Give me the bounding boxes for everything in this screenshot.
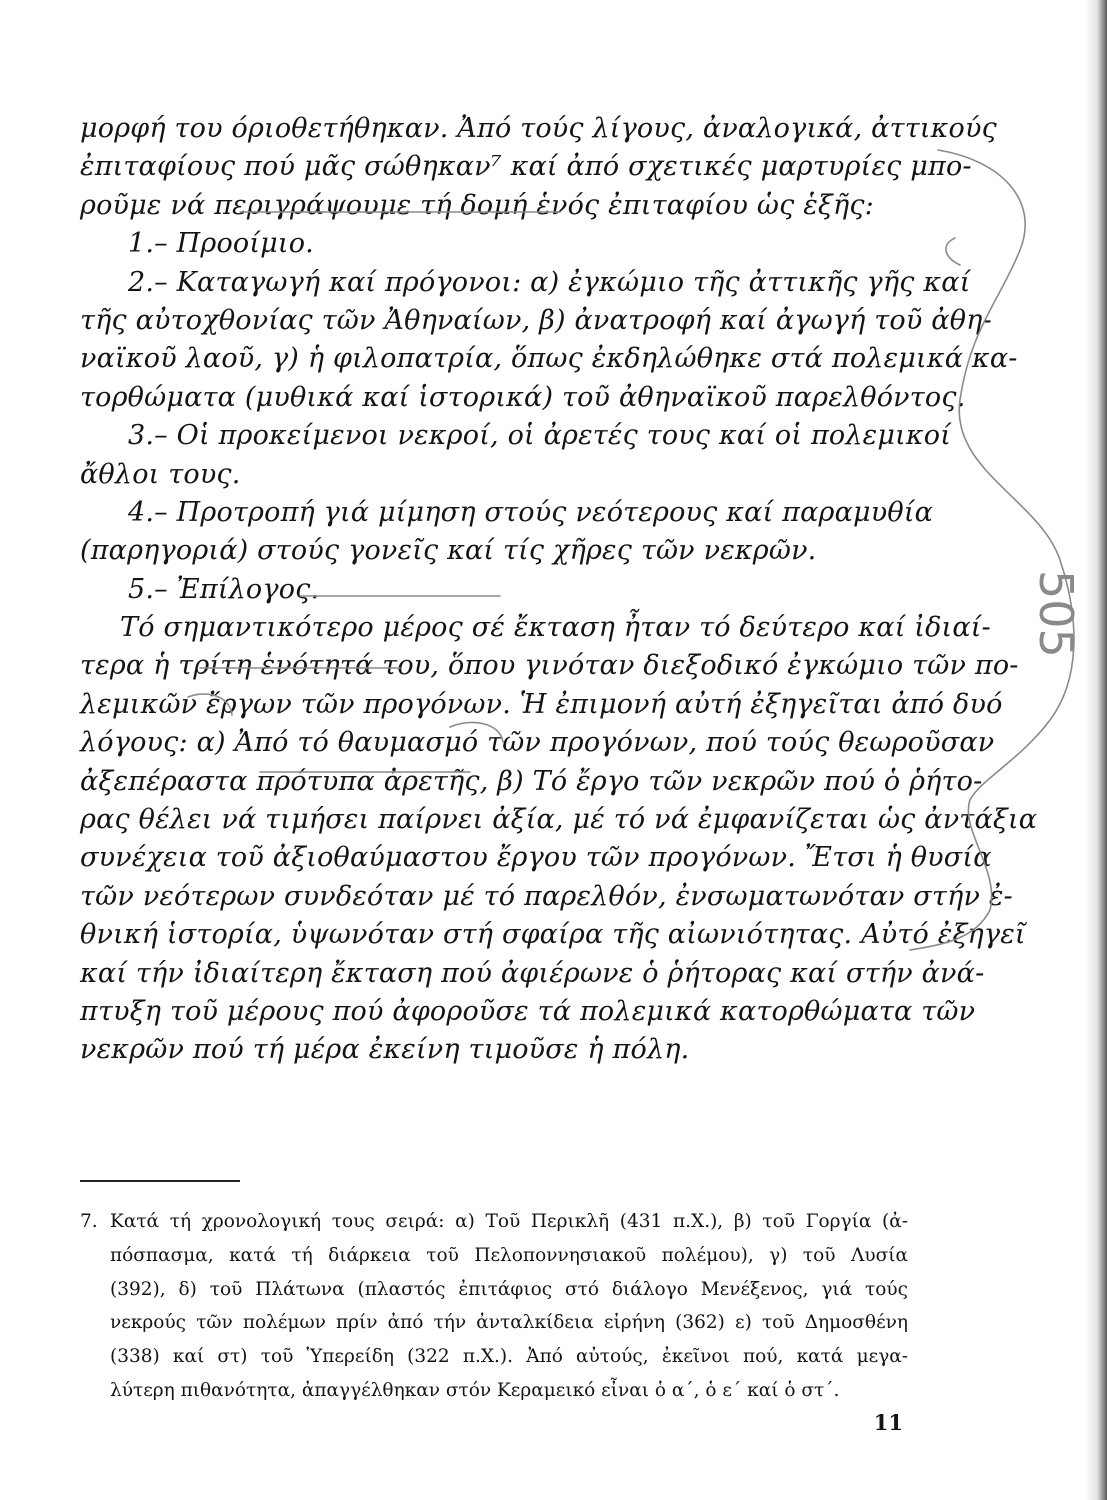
text-line: ροῦμε νά περιγράψουμε τή δομή ἑνός ἐπιταφίου ὡς ἑξῆς: — [80, 189, 874, 221]
text-line: νεκρῶν πού τή μέρα ἐκείνη τιμοῦσε ἡ πόλη. — [80, 1034, 690, 1066]
footnote-line: πόσπασμα, κατά τή διάρκεια τοῦ Πελοποννησιακοῦ πολέμου), γ) τοῦ Λυσία — [110, 1244, 908, 1266]
text-line: λόγους: α) Ἀπό τό θαυμασμό τῶν προγόνων, πού τούς θεωροῦσαν — [80, 727, 995, 759]
list-item-3: 3.– Οἱ προκείμενοι νεκροί, οἱ ἀρετές τους καί οἱ πολεμικοί — [128, 420, 952, 452]
page-number: 11 — [873, 1410, 903, 1435]
main-text-block — [80, 110, 1038, 1070]
margin-hook-pencil — [946, 238, 960, 265]
footnote-line: νεκρούς τῶν πολέμων πρίν ἀπό τήν ἀνταλκίδεια εἰρήνη (362) ε) τοῦ Δημοσθένη — [110, 1312, 908, 1334]
footnote-line: (338) καί στ) τοῦ Ὑπερείδη (322 π.Χ.). Ἀπό αὐτούς, ἐκεῖνοι πού, κατά μεγα- — [110, 1346, 908, 1368]
text-line: μορφή του όριοθετήθηκαν. Ἀπό τούς λίγους, ἀναλογικά, ἀττικούς — [80, 113, 997, 144]
text-line: τορθώματα (μυθικά καί ἱστορικά) τοῦ ἀθηναϊκοῦ παρελθόντος. — [80, 381, 966, 413]
list-item-5: 5.– Ἐπίλογος. — [128, 573, 320, 605]
footnote-block — [80, 1205, 908, 1408]
text-line: συνέχεια τοῦ ἀξιοθαύμαστου ἔργου τῶν προγόνων. Ἔτσι ἡ θυσία — [80, 842, 992, 874]
text-line: λεμικῶν ἔργων τῶν προγόνων. Ἡ ἐπιμονή αὐτή ἐξηγεῖται ἀπό δυό — [80, 688, 1003, 720]
text-line: καί τήν ἰδιαίτερη ἔκταση πού ἀφιέρωνε ὁ ῥήτορας καί στήν ἀνά- — [80, 957, 985, 989]
list-item-2: 2.– Καταγωγή καί πρόγονοι: α) ἐγκώμιο τῆς ἀττικῆς γῆς καί — [128, 266, 971, 298]
list-item-4: 4.– Προτροπή γιά μίμηση στούς νεότερους καί παραμυθία — [128, 496, 934, 528]
text-line: ναϊκοῦ λαοῦ, γ) ἡ φιλοπατρία, ὅπως ἐκδηλώθηκε στά πολεμικά κα- — [80, 343, 1018, 375]
footnote-marker: 7. — [80, 1211, 98, 1232]
footnote-separator — [80, 1180, 240, 1182]
margin-note-text: 505 — [1029, 570, 1083, 658]
text-line: τῶν νεότερων συνδεόταν μέ τό παρελθόν, ἐνσωματωνόταν στήν ἐ- — [80, 880, 1013, 912]
text-line: ἄθλοι τους. — [80, 458, 241, 490]
list-item-1: 1.– Προοίμιο. — [128, 228, 314, 260]
footnote-line: (392), δ) τοῦ Πλάτωνα (πλαστός ἐπιτάφιος στό διάλογο Μενέξενος, γιά τούς — [110, 1278, 908, 1300]
text-line: θνική ἱστορία, ὑψωνόταν στή σφαίρα τῆς αἰωνιότητας. Αὐτό ἐξηγεῖ — [80, 919, 1026, 951]
text-line: τῆς αὐτοχθονίας τῶν Ἀθηναίων, β) ἀνατροφή καί ἀγωγή τοῦ ἀθη- — [80, 304, 992, 336]
text-line: πτυξη τοῦ μέρους πού ἀφοροῦσε τά πολεμικά κατορθώματα τῶν — [80, 995, 976, 1027]
text-line: ρας θέλει νά τιμήσει παίρνει ἀξία, μέ τό νά ἐμφανίζεται ὡς ἀντάξια — [80, 804, 1038, 836]
footnote-line — [80, 1205, 908, 1239]
footnote-line: λύτερη πιθανότητα, ἀπαγγέλθηκαν στόν Κεραμεικό εἶναι ὁ α΄, ὁ ε΄ καί ὁ στ΄. — [110, 1379, 840, 1401]
paragraph-start: Τό σημαντικότερο μέρος σέ ἔκταση ἦταν τό δεύτερο καί ἰδιαί- — [120, 612, 991, 644]
text-line: ἀξεπέραστα πρότυπα ἀρετῆς, β) Τό ἔργο τῶν νεκρῶν πού ὁ ῥήτο- — [80, 765, 983, 797]
footnote-text: Κατά τή χρονολογική τους σειρά: α) Τοῦ Περικλῆ (431 π.Χ.), β) τοῦ Γοργία (ἀ- — [110, 1211, 908, 1232]
margin-note-505 — [1029, 570, 1083, 658]
text-line: (παρηγοριά) στούς γονεῖς καί τίς χῆρες τῶν νεκρῶν. — [80, 535, 817, 567]
book-spine-shadow — [1085, 0, 1107, 1500]
text-line: ἐπιταφίους πού μᾶς σώθηκαν⁷ καί ἀπό σχετικές μαρτυρίες μπο- — [80, 151, 972, 183]
text-line: τερα ἡ τρίτη ἑνότητά του, ὅπου γινόταν διεξοδικό ἐγκώμιο τῶν πο- — [80, 650, 1019, 682]
